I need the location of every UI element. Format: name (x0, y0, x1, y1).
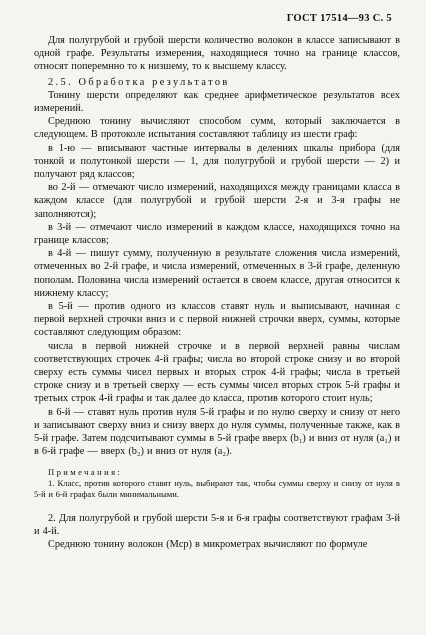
note-title: Примечания: (48, 466, 123, 477)
note-text: 1. Класс, против которого ставят нуль, выбирают так, чтобы суммы сверху и снизу от нуля в 5-й и 6-й графах были минимальными. (34, 477, 400, 499)
paragraph: Для полугрубой и грубой шерсти количество волокон в классе записывают в одной графе. Результаты измерения, находящиеся точно на границе классов, относят поперемнно то к низшему, то к высшему классу. (34, 35, 400, 73)
paragraph: Тонину шерсти определяют как среднее арифметическое результатов всех измерений. (34, 89, 400, 115)
paragraph: 2. Для полугрубой и грубой шерсти 5-я и 6-я графы соответствуют графам 3-й и 4-й. (34, 512, 400, 537)
paragraph: числа в первой нижней строчке и в первой верхней равны числам соответствующих строчек 4-й графы; числа во второй строке снизу и во второй сверху есть суммы чисел первых и вторых строк 4-й графы; числа в третьей строке снизу и в третьей сверху — есть суммы чисел вторых строк 5-й графы и третьих строк 4-й графы и так далее до класса, против которого стоит нуль; (34, 340, 400, 405)
paragraph: в 1-ю — вписывают частные интервалы в делениях шкалы прибора (для тонкой и полутонкой шерсти — 1, для полугрубой и грубой шерсти — 2) и получают ряд классов; (34, 142, 400, 181)
section-heading: 2.5. Обработка результатов (48, 76, 230, 88)
page-header: ГОСТ 17514—93 С. 5 (286, 13, 392, 24)
paragraph: в 4-й — пишут сумму, полученную в результате сложения числа измерений, отмеченных во 2-й графе, и числа измерений, отмеченных в 3-й графе, деленную пополам. Половина числа измерений остается в своем классе, другая относится к нижнему классу; (34, 248, 400, 299)
paragraph: в 5-й — против одного из классов ставят нуль и выписывают, начиная с первой верхней строчки вниз и с первой нижней строчки вверх, суммы, которые составляют следующим образом: (34, 301, 400, 339)
paragraph: Среднюю тонину вычисляют способом сумм, который заключается в следующем. В протоколе испытания составляют таблицу из шести граф: (34, 116, 400, 141)
paragraph: во 2-й — отмечают число измерений, находящихся между границами класса в каждом классе (для полугрубой и грубой шерсти 2-я и 3-я графы не заполняются); (34, 182, 400, 220)
paragraph: в 6-й — ставят нуль против нуля 5-й графы и по нулю сверху и снизу от него и записывают сверху вниз и снизу вверх до нуля суммы, полученные также, как в 5-й графе. Затем подсчитывают суммы в 5-й графе вверх (b₁) и вниз от нуля (a₁) и в 6-й графе — вверх (b₂) и вниз от нуля (a₂). (34, 406, 400, 458)
document-body (34, 34, 400, 551)
paragraph: Среднюю тонину волокон (Мср) в микрометрах вычисляют по формуле (48, 538, 368, 550)
paragraph: в 3-й — отмечают число измерений в каждом классе, находящихся точно на границе классов; (34, 221, 400, 247)
